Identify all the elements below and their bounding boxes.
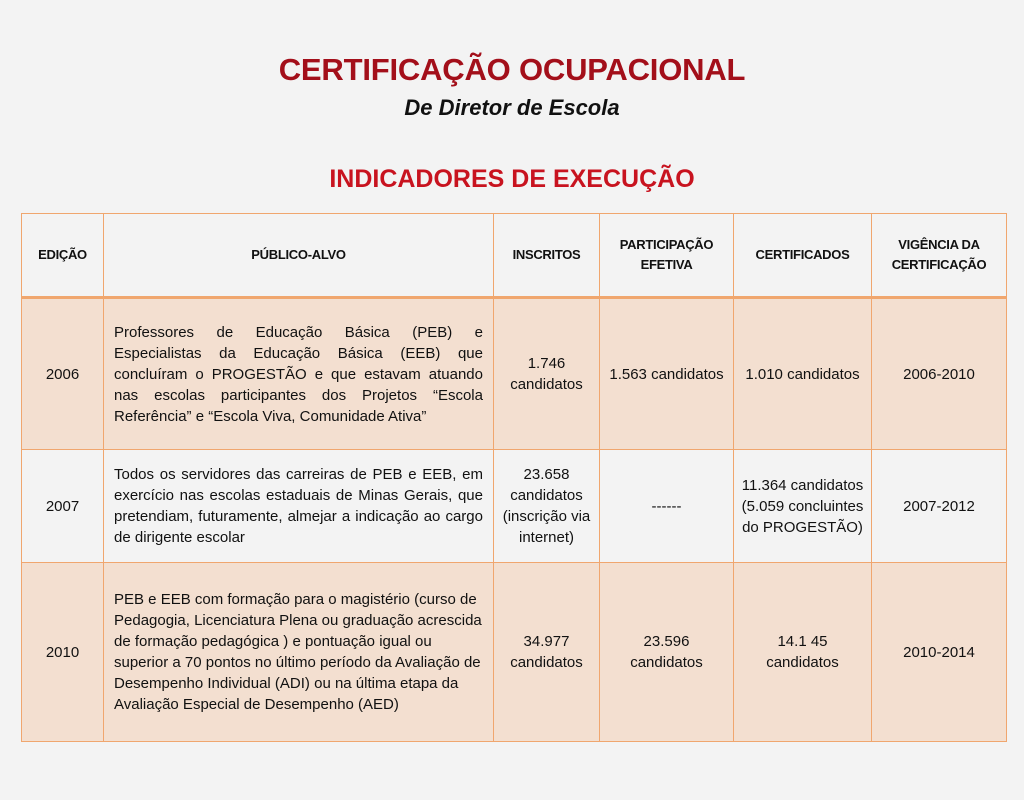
cell-certificados: 1.010 candidatos [734,298,872,450]
column-header-certificados: CERTIFICADOS [734,214,872,298]
cell-participacao: 1.563 candidatos [600,298,734,450]
column-header-participacao-efetiva: PARTICIPAÇÃO EFETIVA [600,214,734,298]
section-title: INDICADORES DE EXECUÇÃO [329,165,695,193]
page-title: CERTIFICAÇÃO OCUPACIONAL [278,52,746,87]
table-row [22,563,1007,742]
cell-publico-alvo: Todos os servidores das carreiras de PEB e EEB, em exercício nas escolas estaduais de Minas Gerais, que pretendiam, futuramente, almejar a indicação ao cargo de dirigente escolar [104,450,494,563]
cell-publico-alvo: Professores de Educação Básica (PEB) e Especialistas da Educação Básica (EEB) que concluíram o PROGESTÃO e que estavam atuando nas escolas participantes dos Projetos “Escola Referência” e “Escola Viva, Comunidade Ativa” [104,298,494,450]
table-row [22,298,1007,450]
cell-participacao: ------ [600,450,734,563]
cell-publico-alvo: PEB e EEB com formação para o magistério (curso de Pedagogia, Licenciatura Plena ou graduação acrescida de formação pedagógica ) e pontuação igual ou superior a 70 pontos no último período da Avaliação de Desempenho Individual (ADI) ou na última etapa da Avaliação Especial de Desempenho (AED) [104,563,494,742]
table-header-row [22,214,1007,298]
cell-edicao: 2010 [22,563,104,742]
cell-participacao: 23.596 candidatos [600,563,734,742]
cell-certificados: 11.364 candidatos (5.059 concluintes do PROGESTÃO) [734,450,872,563]
cell-edicao: 2007 [22,450,104,563]
column-header-edicao: EDIÇÃO [22,214,104,298]
cell-certificados: 14.1 45 candidatos [734,563,872,742]
table-row [22,450,1007,563]
cell-vigencia: 2010-2014 [872,563,1007,742]
column-header-vigencia: VIGÊNCIA DA CERTIFICAÇÃO [872,214,1007,298]
cell-inscritos: 23.658 candidatos (inscrição via internet) [494,450,600,563]
cell-vigencia: 2006-2010 [872,298,1007,450]
column-header-publico-alvo: PÚBLICO-ALVO [104,214,494,298]
column-header-inscritos: INSCRITOS [494,214,600,298]
page-subtitle: De Diretor de Escola [404,95,620,120]
cell-vigencia: 2007-2012 [872,450,1007,563]
cell-inscritos: 34.977 candidatos [494,563,600,742]
cell-inscritos: 1.746 candidatos [494,298,600,450]
cell-edicao: 2006 [22,298,104,450]
indicators-table [21,213,1007,742]
